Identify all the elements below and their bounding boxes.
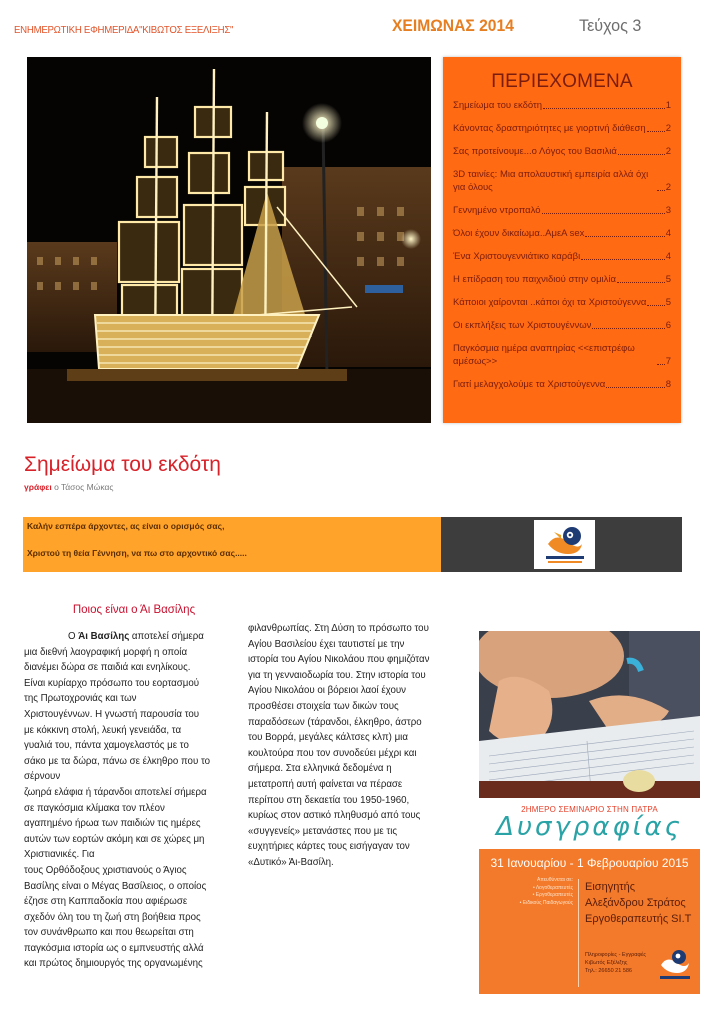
toc-item-page: 8 xyxy=(665,379,671,390)
flyer-contact xyxy=(585,951,646,975)
toc-item-title: Η επίδραση του παιχνιδιού στην ομιλία xyxy=(453,274,617,285)
article-line: αυτών των εορτών ακόμη και σε χώρες μη xyxy=(24,833,205,845)
article-line: φιλανθρωπίας. Στη Δύση το πρόσωπο του xyxy=(248,623,429,634)
article-line: ιστορία του Αγίου Νικολάου που φημιζόταν xyxy=(248,654,430,666)
toc-item-title: Γεννημένο ντροπαλό xyxy=(453,205,541,216)
toc-item-page: 4 xyxy=(665,228,671,239)
toc-item-title: Κάποιοι χαίρονται ..κάποι όχι τα Χριστούγεννα xyxy=(453,297,647,308)
editor-byline xyxy=(24,482,113,492)
issue-number: Τεύχος 3 xyxy=(579,16,642,35)
cover-photo-christmas-ship xyxy=(27,57,431,423)
article-line: περίπου στη δεκαετία του 1950-1960, xyxy=(248,794,410,806)
article-line: σέρνουν xyxy=(24,771,61,783)
article-line: σάκο με τα δώρα, πάνω σε έλκηθρο που το xyxy=(24,755,211,767)
toc-item[interactable] xyxy=(453,227,671,240)
toc-leader-dots xyxy=(647,131,665,132)
toc-item-page: 3 xyxy=(665,205,671,216)
toc-leader-dots xyxy=(542,213,665,214)
article-line: Χριστουγέννων. Η γνωστή παρουσία του xyxy=(24,708,200,720)
article-column-2 xyxy=(248,621,468,871)
article-line: ζωηρά ελάφια ή τάρανδοι αποτελεί σήμερα xyxy=(24,786,207,798)
article-line: παραδόσεων (τάρανδοι, έλκηθρο, άστρο xyxy=(248,716,422,728)
bird-logo-icon xyxy=(534,520,595,569)
toc-item-page: 7 xyxy=(665,356,671,367)
toc-item[interactable] xyxy=(453,319,671,332)
article-line: Αγίου Βασιλείου έχει ταυτιστεί με την xyxy=(248,638,405,650)
article-line: για τη γενναιοδωρία του. Στην ιστορία του xyxy=(248,669,426,681)
table-of-contents xyxy=(443,57,681,423)
toc-item-title: 3D ταινίες: Μια απολαυστική εμπειρία αλλά όχι για όλους xyxy=(453,169,649,193)
speaker-label: Εισηγητής xyxy=(585,881,636,893)
audience-heading: Απευθύνεται σε: xyxy=(537,877,573,883)
article-line: Αγίου Νικολάου οι βόρειοι λαοί έχουν xyxy=(248,685,407,697)
toc-item-page: 5 xyxy=(665,297,671,308)
article-line: σε παγκόσμια κλίμακα τον πλέον xyxy=(24,802,165,814)
article-line: και πρώτος δημιουργός της οργανωμένης xyxy=(24,958,203,970)
greeting-line-2: Χριστού τη θεία Γέννηση, να πω στο αρχοντικό σας..... xyxy=(27,548,247,558)
toc-item[interactable] xyxy=(453,145,671,158)
audience-item: • Εργοθεραπευτές xyxy=(532,892,573,898)
toc-leader-dots xyxy=(657,364,665,365)
flyer-photo-child-writing xyxy=(479,631,700,798)
toc-item[interactable] xyxy=(453,273,671,286)
article-line: κουλτούρα που τον συνοδεύει μέχρι και xyxy=(248,747,417,759)
toc-list xyxy=(453,99,671,401)
toc-leader-dots xyxy=(585,236,664,237)
article-line: σχεδόν όλη του τη ζωή στη βοήθεια προς xyxy=(24,911,201,923)
article-line: τον συνάνθρωπο και που θεωρείται στη xyxy=(24,927,194,939)
toc-leader-dots xyxy=(592,328,664,329)
ship-illustration xyxy=(27,57,431,423)
toc-item-page: 2 xyxy=(665,146,671,157)
child-writing-illustration xyxy=(479,631,700,798)
season-label: ΧΕΙΜΩΝΑΣ 2014 xyxy=(392,16,514,35)
toc-leader-dots xyxy=(617,282,665,283)
article-line: Ο Άι Βασίλης αποτελεί σήμερα xyxy=(68,631,204,642)
newspaper-name: ΕΝΗΜΕΡΩΤΙΚΗ ΕΦΗΜΕΡΙΔΑ"ΚΙΒΩΤΟΣ ΕΞΕΛΙΞΗΣ" xyxy=(14,24,234,36)
article-line: μια διεθνή λαογραφική μορφή η οποία xyxy=(24,646,188,658)
toc-item[interactable] xyxy=(453,378,671,391)
speaker-title: Εργοθεραπευτής SI.T xyxy=(585,913,692,925)
kivotos-logo xyxy=(534,520,595,569)
toc-item-title: Όλοι έχουν δικαίωμα..ΑμεΑ sex xyxy=(453,228,585,239)
article-line: αγαπημένο ήρωα των παιδιών τις ημέρες xyxy=(24,818,201,830)
toc-item[interactable] xyxy=(453,99,671,112)
toc-item-title: Σημείωμα του εκδότη xyxy=(453,100,543,111)
article-column-1 xyxy=(24,629,234,972)
article-line: προσθέσει στοιχεία των δικών τους xyxy=(248,700,399,712)
article-line: τους Ορθόδοξους χριστιανούς ο Άγιος xyxy=(24,864,187,876)
toc-item[interactable] xyxy=(453,250,671,263)
article-line: της Πρωτοχρονιάς και των xyxy=(24,693,137,705)
speaker-name: Αλεξάνδρου Στράτος xyxy=(585,897,686,909)
toc-item-title: Κάνοντας δραστηριότητες με γιορτινή διάθεση xyxy=(453,123,646,134)
toc-leader-dots xyxy=(543,108,665,109)
article-line: «συγγενείς» μετανάστες που με τις xyxy=(248,825,398,837)
flyer-logo-icon xyxy=(657,945,693,983)
contact-label: Πληροφορίες - Εγγραφές xyxy=(585,952,647,958)
toc-item-page: 2 xyxy=(665,123,671,134)
toc-item-page: 6 xyxy=(665,320,671,331)
article-bold-name: Άι Βασίλης xyxy=(78,631,130,642)
flyer-info-panel xyxy=(479,849,700,994)
article-line: Βασίλης είναι ο Μέγας Βασίλειος, ο οποίος xyxy=(24,880,207,892)
toc-leader-dots xyxy=(581,259,664,260)
toc-item[interactable] xyxy=(453,296,671,309)
article-line: σήμερα. Στα ελληνικά δεδομένα η xyxy=(248,763,392,775)
seminar-flyer xyxy=(479,631,700,994)
toc-leader-dots xyxy=(606,387,664,388)
article-line: παγκόσμια ιστορία ως ο εμπνευστής αλλά xyxy=(24,942,204,954)
article-line: του Βορρά, μεγάλες κάλτσες κλπ) μια xyxy=(248,732,408,744)
toc-title: ΠΕΡΙΕΧΟΜΕΝΑ xyxy=(491,71,633,92)
greeting-line-1: Καλήν εσπέρα άρχοντες, ας είναι ο ορισμός σας, xyxy=(27,521,225,531)
toc-leader-dots xyxy=(647,305,664,306)
toc-item[interactable] xyxy=(453,342,671,368)
article-line: Είναι κυρίαρχο πρόσωπο του εορτασμού xyxy=(24,677,200,689)
article-line: διανέμει δώρα σε παιδιά και ενηλίκους. xyxy=(24,662,191,674)
audience-item: • Ειδικούς Παιδαγωγούς xyxy=(519,899,573,906)
audience-item: • Λογοθεραπευτές xyxy=(532,884,573,891)
toc-item-page: 1 xyxy=(665,100,671,111)
article-line: κυρίως στον αστικό πληθυσμό από τους xyxy=(248,810,421,822)
article-line: μετατροπή αυτή φαίνεται να πέρασε xyxy=(248,778,403,790)
toc-item-page: 4 xyxy=(665,251,671,262)
byline-label: γράφει xyxy=(24,482,52,492)
toc-leader-dots xyxy=(618,154,665,155)
flyer-speaker xyxy=(585,879,691,927)
toc-item-page: 2 xyxy=(665,182,671,193)
toc-item-title: Οι εκπλήξεις των Χριστουγέννων xyxy=(453,320,592,331)
toc-item[interactable] xyxy=(453,204,671,217)
toc-leader-dots xyxy=(657,190,665,191)
toc-item-title: Γιατί μελαγχολούμε τα Χριστούγεννα xyxy=(453,379,606,390)
article-line: Χριστιανικές. Για xyxy=(24,849,95,861)
article-line: «Δυτικό» Άι-Βασίλη. xyxy=(248,856,334,868)
flyer-audience xyxy=(485,877,573,907)
article-title: Ποιος είναι ο Άι Βασίλης xyxy=(72,604,196,616)
article-line: έζησε στη Καππαδοκία που αφιέρωσε xyxy=(24,896,188,908)
article-line: με κόκκινη στολή, λευκή γενειάδα, τα xyxy=(24,724,182,736)
editor-note-title: Σημείωμα του εκδότη xyxy=(24,453,221,476)
contact-phone: Τηλ.: 26650 21 586 xyxy=(585,968,632,974)
flyer-subtitle: 2ΗΜΕΡΟ ΣΕΜΙΝΑΡΙΟ ΣΤΗΝ ΠΑΤΡΑ xyxy=(521,805,658,814)
toc-item-page: 5 xyxy=(665,274,671,285)
toc-item-title: Παγκόσμια ημέρα αναπηρίας <<επιστρέφω αμέσως>> xyxy=(453,343,635,367)
toc-item[interactable] xyxy=(453,168,671,194)
flyer-topic: Δυσγραφίας xyxy=(496,812,683,842)
flyer-dates: 31 Ιανουαρίου - 1 Φεβρουαρίου 2015 xyxy=(490,856,689,870)
contact-org: Κιβωτός Εξέλιξης xyxy=(585,960,628,966)
toc-item[interactable] xyxy=(453,122,671,135)
byline-author: ο Τάσος Μώκας xyxy=(54,482,114,492)
toc-item-title: Ένα Χριστουγεννιάτικο καράβι xyxy=(453,251,581,262)
toc-item-title: Σας προτείνουμε...ο Λόγος του Βασιλιά xyxy=(453,146,617,157)
article-line: γυαλιά του, πάντα χαμογελαστός με το xyxy=(24,740,189,752)
flyer-divider xyxy=(578,879,579,987)
article-line: ευχητήριες κάρτες τους εισήγαγαν τον xyxy=(248,841,410,853)
